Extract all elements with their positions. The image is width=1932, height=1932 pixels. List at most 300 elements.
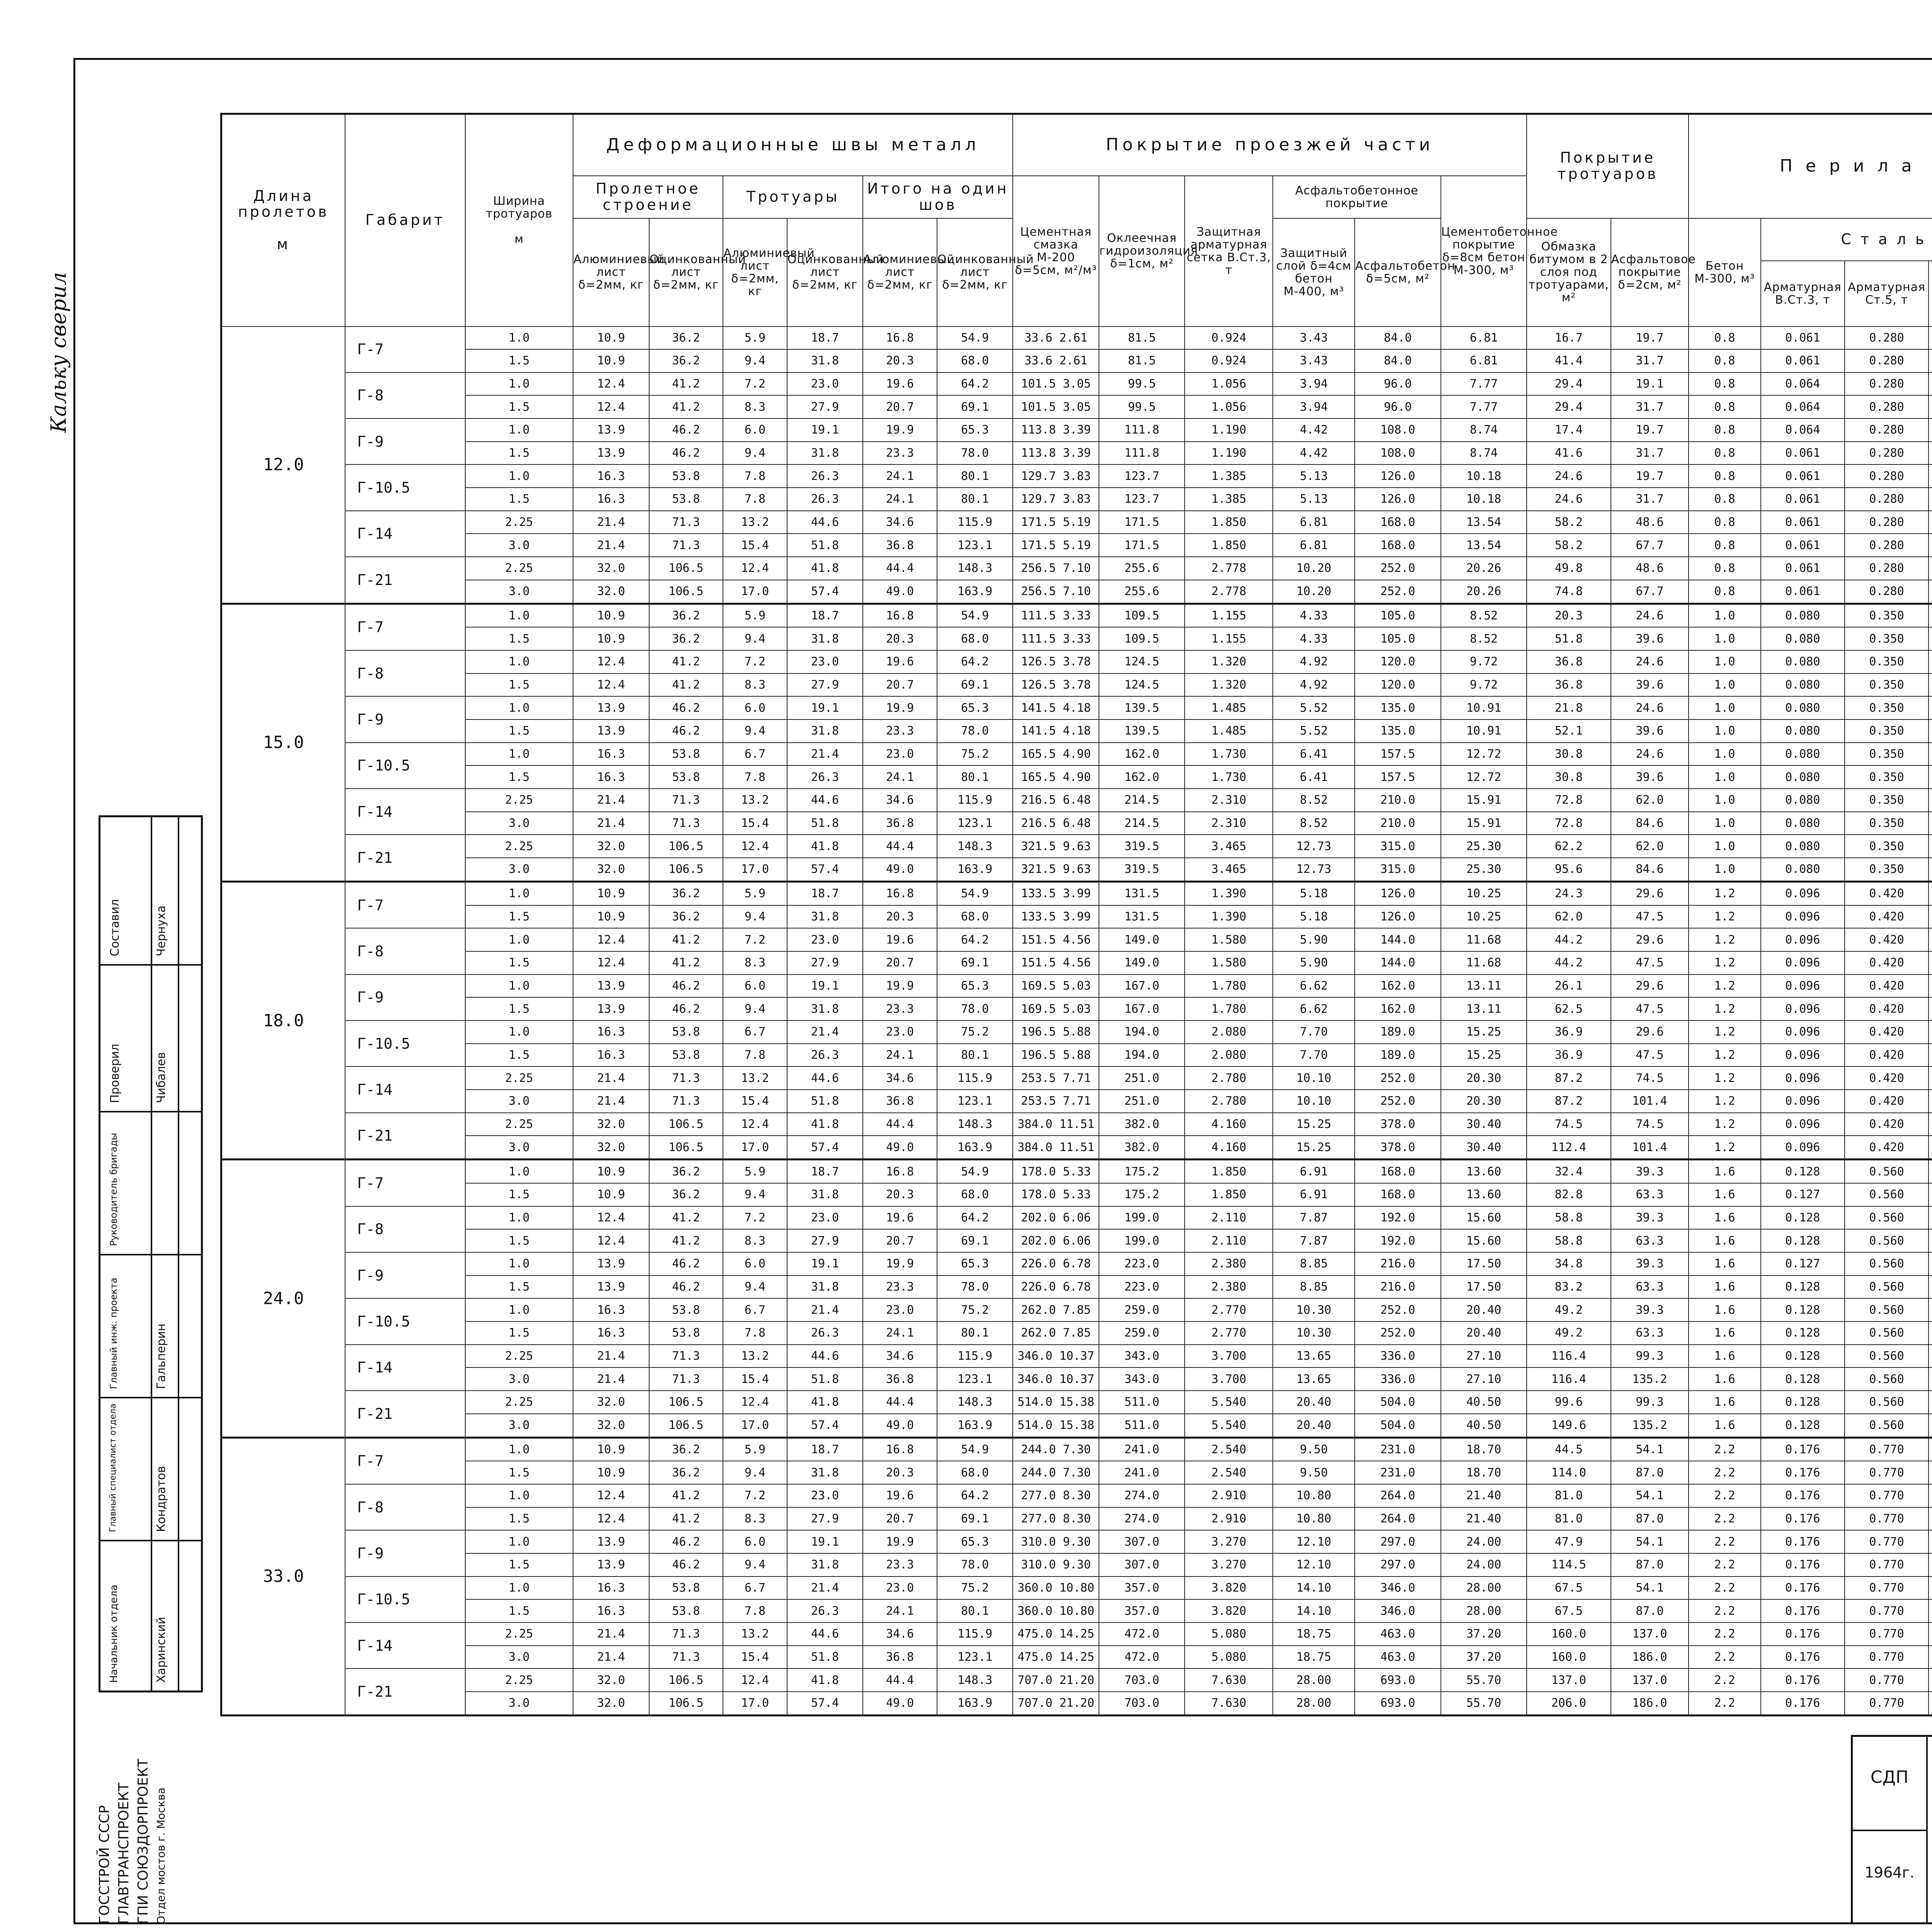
cell-value (1929, 1484, 1932, 1507)
cell-value: 0.280 (1845, 488, 1929, 511)
cell-value: 0.560 (1845, 1321, 1929, 1345)
cell-value: 10.25 (1441, 905, 1527, 929)
cell-value: 0.096 (1761, 905, 1845, 929)
cell-value: 20.3 (863, 349, 937, 372)
cell-value: 31.8 (787, 442, 863, 465)
cell-value: 20.3 (863, 1461, 937, 1484)
cell-value: 2.2 (1689, 1692, 1760, 1716)
cell-value: 0.096 (1761, 1136, 1845, 1159)
cell-value: 16.8 (863, 604, 937, 627)
cell-value: 703.0 (1099, 1692, 1185, 1716)
cell-value: 27.9 (787, 673, 863, 697)
cell-value: 20.40 (1273, 1414, 1355, 1437)
cell-value: 37.20 (1441, 1646, 1527, 1669)
cell-value: 81.5 (1099, 349, 1185, 372)
cell-value: 0.096 (1761, 928, 1845, 951)
cell-value: 0.420 (1845, 1044, 1929, 1067)
cell-value: 0.128 (1761, 1206, 1845, 1230)
cell-value: 123.7 (1099, 464, 1185, 488)
cell-value: 31.8 (787, 627, 863, 650)
cell-value: 26.3 (787, 464, 863, 488)
cell-value: 80.1 (937, 464, 1013, 488)
cell-value: 19.1 (787, 975, 863, 998)
cell-value: 251.0 (1099, 1090, 1185, 1113)
cell-width: 1.0 (465, 372, 573, 396)
cell-value: 71.3 (649, 789, 723, 812)
cell-value: 23.0 (863, 1298, 937, 1321)
cell-value: 231.0 (1355, 1437, 1440, 1461)
cell-value: 169.5 5.03 (1013, 997, 1099, 1020)
cell-value (1929, 1044, 1932, 1067)
cell-value: 65.3 (937, 1252, 1013, 1276)
cell-value: 1.0 (1689, 650, 1760, 673)
cell-value: 0.560 (1845, 1391, 1929, 1414)
cell-value: 57.4 (787, 1136, 863, 1159)
cell-gabarit: Г-9 (345, 1530, 465, 1576)
cell-width: 1.0 (465, 650, 573, 673)
cell-value: 6.0 (723, 696, 787, 719)
cell-value: 7.87 (1273, 1206, 1355, 1230)
cell-value: 163.9 (937, 1136, 1013, 1159)
cell-gabarit: Г-14 (345, 1345, 465, 1391)
cell-value: 9.4 (723, 1183, 787, 1206)
cell-width: 1.5 (465, 442, 573, 465)
cell-value: 26.1 (1527, 975, 1611, 998)
cell-value: 1.6 (1689, 1345, 1760, 1368)
cell-value: 126.0 (1355, 488, 1440, 511)
cell-value: 10.9 (573, 881, 649, 905)
cell-value: 36.8 (863, 812, 937, 835)
cell-value: 0.8 (1689, 580, 1760, 604)
cell-value: 262.0 7.85 (1013, 1298, 1099, 1321)
cell-value: 28.00 (1273, 1668, 1355, 1692)
cell-value: 106.5 (649, 1391, 723, 1414)
cell-value: 3.270 (1185, 1553, 1273, 1577)
cell-value: 47.5 (1611, 997, 1689, 1020)
header-sidewalk-width: Ширина тротуаров м (465, 114, 573, 327)
cell-value: 0.176 (1761, 1461, 1845, 1484)
cell-value: 0.096 (1761, 881, 1845, 905)
cell-value: 0.280 (1845, 442, 1929, 465)
cell-value: 12.4 (573, 1206, 649, 1230)
cell-value: 28.00 (1441, 1599, 1527, 1622)
cell-value: 2.780 (1185, 1090, 1273, 1113)
cell-value: 32.0 (573, 835, 649, 858)
cell-value: 0.770 (1845, 1622, 1929, 1646)
cell-value: 1.6 (1689, 1321, 1760, 1345)
cell-value: 24.1 (863, 765, 937, 789)
cell-value: 23.0 (787, 650, 863, 673)
cell-value (1929, 696, 1932, 719)
cell-value: 0.096 (1761, 1066, 1845, 1090)
cell-value: 274.0 (1099, 1507, 1185, 1531)
cell-gabarit: Г-7 (345, 881, 465, 928)
cell-value: 231.0 (1355, 1461, 1440, 1484)
cell-value: 321.5 9.63 (1013, 858, 1099, 881)
cell-value: 5.9 (723, 604, 787, 627)
cell-value: 1.190 (1185, 418, 1273, 442)
cell-value: 504.0 (1355, 1414, 1440, 1437)
cell-value: 6.91 (1273, 1160, 1355, 1183)
cell-value: 29.6 (1611, 928, 1689, 951)
cell-value: 24.1 (863, 1321, 937, 1345)
cell-value: 17.0 (723, 1414, 787, 1437)
cell-value: 0.176 (1761, 1437, 1845, 1461)
cell-value: 253.5 7.71 (1013, 1090, 1099, 1113)
cell-value: 31.7 (1611, 488, 1689, 511)
cell-value: 64.2 (937, 928, 1013, 951)
cell-value: 58.8 (1527, 1206, 1611, 1230)
cell-value: 26.3 (787, 1044, 863, 1067)
cell-value: 44.4 (863, 1668, 937, 1692)
cell-value: 6.0 (723, 1252, 787, 1276)
cell-value: 12.4 (573, 673, 649, 697)
cell-value: 9.4 (723, 627, 787, 650)
cell-value (1929, 557, 1932, 580)
cell-value: 25.30 (1441, 835, 1527, 858)
cell-value: 0.176 (1761, 1507, 1845, 1531)
cell-value: 19.6 (863, 1206, 937, 1230)
cell-value (1929, 743, 1932, 766)
cell-value: 6.7 (723, 743, 787, 766)
table-row (221, 951, 1932, 975)
cell-value: 24.6 (1527, 488, 1611, 511)
cell-value: 71.3 (649, 511, 723, 534)
cell-value: 0.080 (1761, 789, 1845, 812)
cell-value: 13.9 (573, 1553, 649, 1577)
cell-value: 0.176 (1761, 1530, 1845, 1553)
cell-value: 101.5 3.05 (1013, 372, 1099, 396)
cell-value: 75.2 (937, 1298, 1013, 1321)
cell-value: 1.190 (1185, 442, 1273, 465)
cell-value: 0.280 (1845, 327, 1929, 350)
cell-value: 41.6 (1527, 442, 1611, 465)
cell-value: 109.5 (1099, 627, 1185, 650)
cell-value: 1.0 (1689, 696, 1760, 719)
cell-value: 20.7 (863, 395, 937, 418)
cell-value: 41.2 (649, 1507, 723, 1531)
cell-value: 18.7 (787, 604, 863, 627)
cell-width: 1.5 (465, 1599, 573, 1622)
cell-value: 69.1 (937, 951, 1013, 975)
cell-width: 1.0 (465, 1577, 573, 1600)
cell-value: 1.2 (1689, 997, 1760, 1020)
cell-value: 4.92 (1273, 650, 1355, 673)
cell-width: 2.25 (465, 1391, 573, 1414)
cell-value: 0.080 (1761, 673, 1845, 697)
org-line-3: ГПИ СОЮЗДОРПРОЕКТ (135, 1759, 151, 1924)
cell-value: 0.176 (1761, 1484, 1845, 1507)
cell-value: 244.0 7.30 (1013, 1437, 1099, 1461)
cell-gabarit: Г-10.5 (345, 1020, 465, 1066)
cell-value: 2.080 (1185, 1020, 1273, 1044)
cell-value (1929, 418, 1932, 442)
cell-value: 11.68 (1441, 928, 1527, 951)
org-line-2: ГЛАВТРАНСПРОЕКТ (116, 1782, 132, 1924)
cell-value: 0.061 (1761, 464, 1845, 488)
cell-value: 3.43 (1273, 327, 1355, 350)
cell-value: 703.0 (1099, 1668, 1185, 1692)
cell-value: 12.4 (573, 951, 649, 975)
cell-value: 19.9 (863, 1530, 937, 1553)
cell-value: 36.2 (649, 1461, 723, 1484)
cell-value: 63.3 (1611, 1229, 1689, 1252)
cell-value: 106.5 (649, 1414, 723, 1437)
cell-value: 34.6 (863, 789, 937, 812)
cell-value: 16.8 (863, 327, 937, 350)
cell-value: 31.7 (1611, 349, 1689, 372)
cell-value: 157.5 (1355, 743, 1440, 766)
table-row (221, 928, 1932, 951)
cell-value: 54.9 (937, 327, 1013, 350)
cell-value: 264.0 (1355, 1484, 1440, 1507)
cell-value: 24.1 (863, 488, 937, 511)
cell-value: 36.2 (649, 349, 723, 372)
cell-width: 3.0 (465, 1136, 573, 1159)
cell-width: 1.5 (465, 905, 573, 929)
cell-width: 2.25 (465, 1113, 573, 1136)
table-row (221, 1206, 1932, 1230)
cell-value: 39.3 (1611, 1252, 1689, 1276)
cell-value: 6.62 (1273, 997, 1355, 1020)
cell-value: 83.2 (1527, 1276, 1611, 1299)
cell-value: 36.8 (863, 534, 937, 557)
cell-value: 382.0 (1099, 1113, 1185, 1136)
cell-value: 9.4 (723, 1461, 787, 1484)
cell-value: 0.096 (1761, 1090, 1845, 1113)
cell-value: 49.0 (863, 1414, 937, 1437)
cell-value: 13.9 (573, 1252, 649, 1276)
cell-value: 1.6 (1689, 1391, 1760, 1414)
cell-value (1929, 673, 1932, 697)
cell-value: 343.0 (1099, 1345, 1185, 1368)
cell-value: 21.4 (573, 1367, 649, 1391)
cell-value: 41.2 (649, 1206, 723, 1230)
cell-value: 18.75 (1273, 1622, 1355, 1646)
cell-value: 44.4 (863, 1391, 937, 1414)
cell-value: 1.390 (1185, 881, 1273, 905)
table-row (221, 1414, 1932, 1437)
cell-value: 13.9 (573, 418, 649, 442)
cell-value: 13.65 (1273, 1345, 1355, 1368)
cell-value (1929, 442, 1932, 465)
cell-value: 1.0 (1689, 765, 1760, 789)
cell-value: 6.81 (1273, 534, 1355, 557)
cell-value: 26.3 (787, 1599, 863, 1622)
cell-width: 1.5 (465, 627, 573, 650)
cell-gabarit: Г-9 (345, 1252, 465, 1298)
cell-value: 336.0 (1355, 1345, 1440, 1368)
cell-value: 39.3 (1611, 1298, 1689, 1321)
cell-value: 13.2 (723, 1622, 787, 1646)
cell-value (1929, 1437, 1932, 1461)
cell-value: 162.0 (1099, 743, 1185, 766)
cell-value: 16.3 (573, 464, 649, 488)
cell-width: 3.0 (465, 1090, 573, 1113)
cell-value: 84.0 (1355, 349, 1440, 372)
cell-value: 2.2 (1689, 1461, 1760, 1484)
cell-value: 12.10 (1273, 1553, 1355, 1577)
cell-value: 28.00 (1441, 1577, 1527, 1600)
cell-value: 17.0 (723, 580, 787, 604)
header-asphalt-group: Асфальтобетонное покрытие (1273, 176, 1441, 218)
cell-value: 6.62 (1273, 975, 1355, 998)
title-code: СДП (1870, 1767, 1909, 1787)
table-row (221, 1090, 1932, 1113)
cell-value: 307.0 (1099, 1553, 1185, 1577)
cell-value (1929, 650, 1932, 673)
cell-value: 6.0 (723, 975, 787, 998)
cell-value: 210.0 (1355, 812, 1440, 835)
cell-value: 16.3 (573, 743, 649, 766)
cell-value: 78.0 (937, 1553, 1013, 1577)
cell-value: 9.50 (1273, 1461, 1355, 1484)
cell-value: 10.10 (1273, 1066, 1355, 1090)
signature-strip (99, 815, 203, 1692)
cell-value: 111.8 (1099, 418, 1185, 442)
cell-value: 41.8 (787, 557, 863, 580)
cell-value: 1.0 (1689, 789, 1760, 812)
cell-value: 0.350 (1845, 858, 1929, 881)
cell-value: 7.8 (723, 1044, 787, 1067)
cell-value: 41.2 (649, 650, 723, 673)
cell-value: 6.41 (1273, 765, 1355, 789)
cell-value: 41.2 (649, 395, 723, 418)
cell-value: 69.1 (937, 1229, 1013, 1252)
cell-value (1929, 1599, 1932, 1622)
cell-value: 2.310 (1185, 789, 1273, 812)
cell-value: 1.385 (1185, 488, 1273, 511)
cell-value: 49.0 (863, 1136, 937, 1159)
cell-value: 46.2 (649, 1276, 723, 1299)
cell-value: 120.0 (1355, 650, 1440, 673)
cell-value: 15.25 (1441, 1020, 1527, 1044)
cell-value: 16.3 (573, 765, 649, 789)
cell-value: 149.0 (1099, 951, 1185, 975)
cell-value: 7.8 (723, 1599, 787, 1622)
cell-length: 24.0 (221, 1160, 345, 1437)
cell-value: 12.4 (573, 1229, 649, 1252)
cell-value: 0.061 (1761, 488, 1845, 511)
cell-value: 64.2 (937, 1484, 1013, 1507)
cell-value: 4.160 (1185, 1136, 1273, 1159)
cell-value: 0.127 (1761, 1252, 1845, 1276)
cell-value (1929, 511, 1932, 534)
table-row (221, 1484, 1932, 1507)
cell-value: 1.0 (1689, 743, 1760, 766)
cell-value: 80.1 (937, 1044, 1013, 1067)
cell-value: 47.5 (1611, 905, 1689, 929)
cell-value: 20.3 (1527, 604, 1611, 627)
cell-value: 5.9 (723, 1437, 787, 1461)
cell-value: 27.10 (1441, 1345, 1527, 1368)
cell-width: 2.25 (465, 1622, 573, 1646)
cell-value: 15.91 (1441, 789, 1527, 812)
cell-width: 1.5 (465, 1276, 573, 1299)
cell-value: 4.42 (1273, 442, 1355, 465)
cell-value: 52.1 (1527, 719, 1611, 743)
cell-value (1929, 1066, 1932, 1090)
cell-value: 68.0 (937, 349, 1013, 372)
cell-value: 12.72 (1441, 743, 1527, 766)
cell-value: 0.280 (1845, 464, 1929, 488)
cell-value (1929, 1020, 1932, 1044)
cell-value: 19.7 (1611, 327, 1689, 350)
cell-value: 0.8 (1689, 488, 1760, 511)
cell-value: 15.4 (723, 534, 787, 557)
cell-value: 1.6 (1689, 1229, 1760, 1252)
cell-value: 62.0 (1527, 905, 1611, 929)
cell-value: 106.5 (649, 1113, 723, 1136)
cell-width: 1.5 (465, 951, 573, 975)
cell-value: 1.580 (1185, 928, 1273, 951)
cell-value: 29.6 (1611, 881, 1689, 905)
cell-value: 384.0 11.51 (1013, 1136, 1099, 1159)
signature-role: Главный инж. проекта (108, 1277, 119, 1389)
cell-value: 382.0 (1099, 1136, 1185, 1159)
cell-width: 1.5 (465, 1321, 573, 1345)
cell-value: 54.9 (937, 604, 1013, 627)
cell-value: 297.0 (1355, 1553, 1440, 1577)
cell-value: 0.080 (1761, 765, 1845, 789)
cell-value: 0.096 (1761, 997, 1845, 1020)
cell-value: 12.4 (573, 1484, 649, 1507)
cell-value: 62.2 (1527, 835, 1611, 858)
cell-value: 1.0 (1689, 673, 1760, 697)
cell-value: 214.5 (1099, 812, 1185, 835)
cell-width: 3.0 (465, 534, 573, 557)
cell-gabarit: Г-7 (345, 604, 465, 650)
cell-value: 71.3 (649, 1622, 723, 1646)
cell-value: 360.0 10.80 (1013, 1577, 1099, 1600)
cell-value: 15.91 (1441, 812, 1527, 835)
cell-value (1929, 327, 1932, 350)
cell-width: 1.5 (465, 488, 573, 511)
cell-value: 5.90 (1273, 928, 1355, 951)
cell-value: 24.6 (1527, 464, 1611, 488)
cell-value: 126.0 (1355, 905, 1440, 929)
cell-value: 36.9 (1527, 1044, 1611, 1067)
cell-value: 54.1 (1611, 1577, 1689, 1600)
cell-gabarit: Г-10.5 (345, 1298, 465, 1344)
cell-value: 7.2 (723, 1484, 787, 1507)
cell-value: 13.54 (1441, 534, 1527, 557)
cell-value: 196.5 5.88 (1013, 1044, 1099, 1067)
cell-value: 41.2 (649, 1484, 723, 1507)
cell-value: 178.0 5.33 (1013, 1160, 1099, 1183)
cell-value: 5.90 (1273, 951, 1355, 975)
cell-value: 10.18 (1441, 488, 1527, 511)
cell-value: 175.2 (1099, 1183, 1185, 1206)
cell-width: 1.0 (465, 327, 573, 350)
cell-value: 141.5 4.18 (1013, 696, 1099, 719)
cell-value: 0.350 (1845, 650, 1929, 673)
table-row (221, 1345, 1932, 1368)
cell-value: 1.6 (1689, 1276, 1760, 1299)
header-gabarit: Габарит (345, 114, 465, 327)
cell-value: 24.6 (1611, 604, 1689, 627)
cell-width: 1.0 (465, 604, 573, 627)
cell-value: 310.0 9.30 (1013, 1530, 1099, 1553)
cell-value: 252.0 (1355, 1066, 1440, 1090)
cell-value (1929, 534, 1932, 557)
cell-value: 6.91 (1273, 1183, 1355, 1206)
cell-value: 68.0 (937, 627, 1013, 650)
cell-value: 241.0 (1099, 1437, 1185, 1461)
cell-value (1929, 881, 1932, 905)
cell-value: 44.4 (863, 835, 937, 858)
cell-value: 160.0 (1527, 1646, 1611, 1669)
